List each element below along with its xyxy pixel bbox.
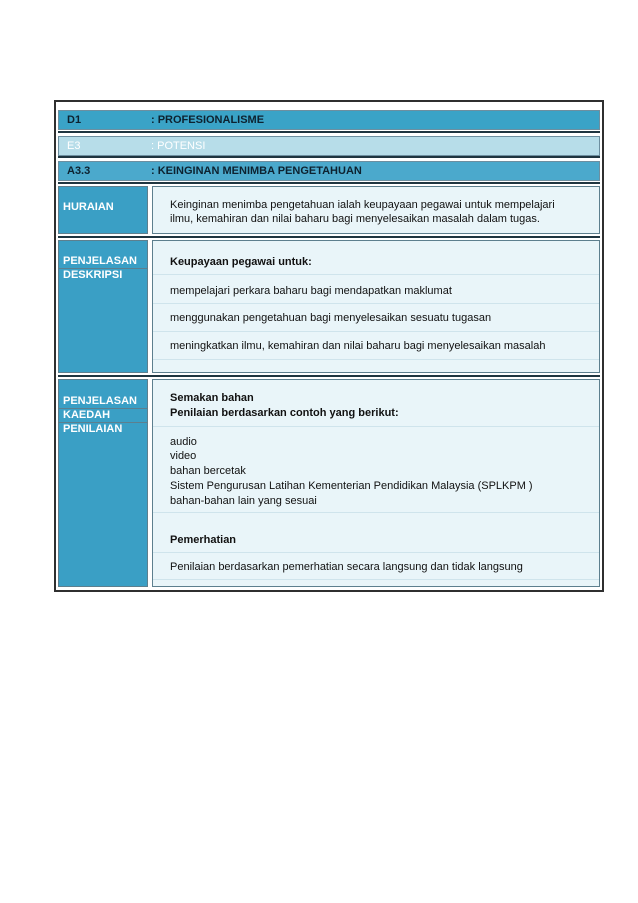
penilaian-heading: Penilaian berdasarkan contoh yang berikut: [170, 407, 399, 419]
kaedah-label-2: KAEDAH [59, 408, 147, 422]
deskripsi-label-1: PENJELASAN [63, 255, 137, 267]
divider [58, 375, 600, 377]
kaedah-label-cell [58, 379, 148, 587]
header-value: : KEINGINAN MENIMBA PENGETAHUAN [151, 165, 362, 177]
kaedah-label-1: PENJELASAN [63, 395, 137, 407]
deskripsi-item-2: menggunakan pengetahuan bagi menyelesaikan sesuatu tugasan [170, 312, 492, 324]
header-code: E3 [67, 140, 81, 152]
huraian-line-1: Keinginan menimba pengetahuan ialah keupayaan pegawai untuk mempelajari [170, 199, 555, 211]
huraian-content [152, 186, 600, 234]
pemerhatian-heading: Pemerhatian [170, 534, 237, 546]
rule [153, 426, 599, 427]
rule [153, 331, 599, 332]
deskripsi-label-cell [58, 240, 148, 373]
huraian-label: HURAIAN [63, 201, 114, 213]
rule [153, 303, 599, 304]
huraian-line-2: ilmu, kemahiran dan nilai baharu bagi menyelesaikan masalah dalam tugas. [170, 213, 540, 225]
rule [153, 579, 599, 580]
kaedah-item-5: bahan-bahan lain yang sesuai [170, 495, 317, 507]
header-value: : PROFESIONALISME [151, 114, 265, 126]
kaedah-item-4: Sistem Pengurusan Latihan Kementerian Pendidikan Malaysia (SPLKPM ) [170, 480, 533, 492]
header-row-d1 [58, 110, 600, 130]
huraian-label-cell [58, 186, 148, 234]
header-code: D1 [67, 114, 82, 126]
competency-table [54, 100, 604, 592]
header-value: : POTENSI [151, 140, 206, 152]
kaedah-label-3: PENILAIAN [59, 422, 147, 436]
divider [58, 131, 600, 133]
pemerhatian-text: Penilaian berdasarkan pemerhatian secara langsung dan tidak langsung [170, 561, 523, 573]
rule [153, 359, 599, 360]
deskripsi-item-1: mempelajari perkara baharu bagi mendapatkan maklumat [170, 285, 452, 297]
kaedah-item-1: audio [170, 436, 197, 448]
divider [58, 182, 600, 184]
header-code: A3.3 [67, 165, 91, 177]
kaedah-content [152, 379, 600, 587]
rule [153, 552, 599, 553]
deskripsi-label-2: DESKRIPSI [59, 268, 147, 282]
kaedah-item-3: bahan bercetak [170, 465, 246, 477]
header-row-a33 [58, 161, 600, 181]
divider [58, 236, 600, 238]
semakan-heading: Semakan bahan [170, 392, 254, 404]
rule [153, 512, 599, 513]
rule [153, 274, 599, 275]
kaedah-item-2: video [170, 450, 197, 462]
deskripsi-content [152, 240, 600, 373]
deskripsi-heading: Keupayaan pegawai untuk: [170, 256, 312, 268]
divider [58, 156, 600, 158]
deskripsi-item-3: meningkatkan ilmu, kemahiran dan nilai baharu bagi menyelesaikan masalah [170, 340, 546, 352]
header-row-e3 [58, 136, 600, 156]
